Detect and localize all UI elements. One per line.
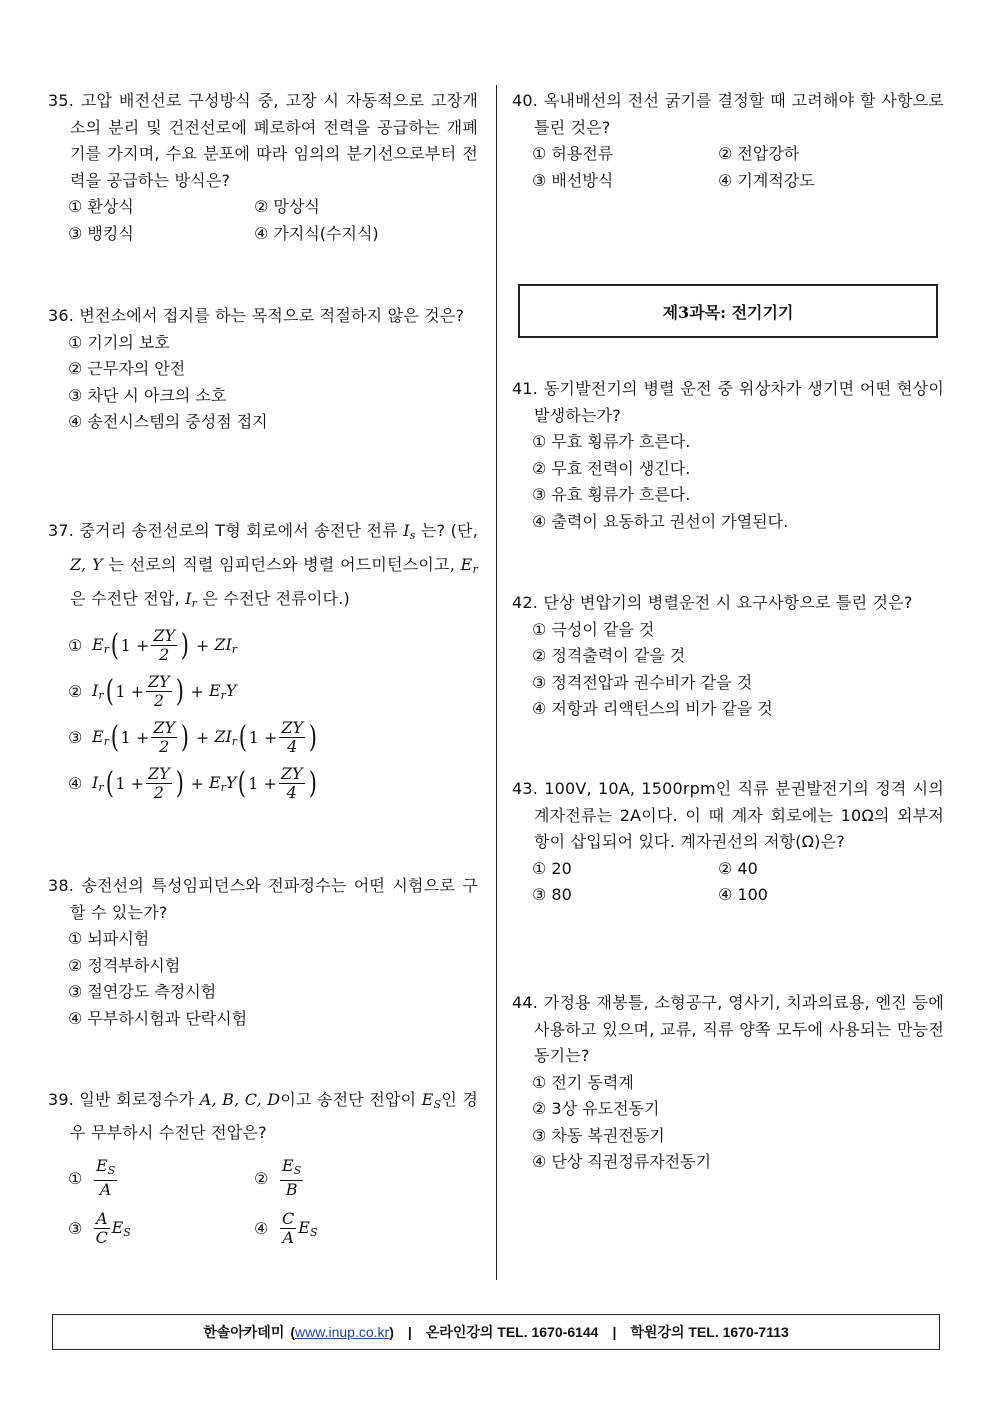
option[interactable]: ③ $\frac{A}{C}$ $E_S$ — [68, 1208, 131, 1247]
option[interactable]: ④ 출력이 요동하고 권선이 가열된다. — [532, 511, 789, 531]
question-40-stem: 40. 옥내배선의 전선 굵기를 결정할 때 고려해야 할 사항으로 틀린 것은? — [512, 91, 944, 137]
separator: | — [407, 1324, 412, 1340]
option-number: ③ — [68, 727, 83, 747]
option[interactable]: ② $I_r$ ( 1 + $\frac{ZY}{2}$ ) + $E_rY$ — [68, 671, 237, 710]
option[interactable]: ① 극성이 같을 것 — [532, 619, 655, 639]
option[interactable]: ② 무효 전력이 생긴다. — [532, 458, 691, 478]
option[interactable]: ② 근무자의 안전 — [68, 359, 186, 378]
question-35 — [48, 88, 478, 247]
question-37-options — [48, 622, 478, 806]
math-ABCD: A, B, C, D — [199, 1090, 281, 1109]
question-38-options — [48, 926, 478, 1032]
math-Er: $E_r$ — [460, 555, 478, 576]
option[interactable]: ① 기기의 보호 — [68, 332, 170, 352]
option-number: ① — [68, 1168, 83, 1188]
option[interactable]: ① 환상식 — [68, 197, 134, 216]
math-Ir: $I_r$ — [185, 589, 198, 610]
option[interactable]: ① 허용전류 — [532, 144, 614, 163]
math-Z-Y: Z, Y — [70, 555, 103, 574]
question-43-options — [512, 856, 944, 909]
question-44-stem: 44. 가정용 재봉틀, 소형공구, 영사기, 치과의료용, 엔진 등에 사용하고 있으며, 교류, 직류 양쪽 모두에 사용되는 만능전동기는? — [512, 993, 944, 1065]
question-36-stem: 36. 변전소에서 접지를 하는 목적으로 적절하지 않은 것은? — [48, 306, 465, 325]
option[interactable]: ③ 차동 복권전동기 — [532, 1125, 665, 1145]
question-39-options — [48, 1153, 478, 1253]
academy-name: 한솔아카데미 — [203, 1324, 285, 1340]
option[interactable]: ④ 저항과 리액턴스의 비가 같을 것 — [532, 699, 773, 718]
option[interactable]: ③ 절연강도 측정시험 — [68, 982, 217, 1001]
website-link[interactable]: www.inup.co.kr — [295, 1324, 390, 1340]
stem-text: 은 수전단 전압, — [70, 589, 180, 608]
offline-phone: 학원강의 TEL. 1670-7113 — [630, 1324, 789, 1340]
option[interactable]: ④ 가지식(수지식) — [254, 223, 379, 243]
question-36-options — [48, 330, 478, 436]
option[interactable]: ③ 뱅킹식 — [68, 223, 134, 243]
option[interactable]: ④ 단상 직권정류자전동기 — [532, 1152, 712, 1171]
section-title: 제3과목: 전기기기 — [662, 302, 794, 322]
stem-text: 37. 중거리 송전선로의 T형 회로에서 송전단 전류 — [48, 521, 398, 540]
option-number: ① — [68, 635, 83, 655]
question-42-options — [512, 617, 944, 723]
question-36 — [48, 303, 478, 436]
option[interactable]: ③ 정격전압과 권수비가 같을 것 — [532, 672, 753, 692]
math-Es: $E_S$ — [421, 1090, 442, 1111]
question-37-stem — [48, 516, 478, 618]
question-38-stem: 38. 송전선의 특성임피던스와 전파정수는 어떤 시험으로 구할 수 있는가? — [48, 876, 478, 922]
option-number: ③ — [68, 1218, 83, 1238]
option[interactable]: ③ 80 — [532, 885, 572, 904]
separator: | — [612, 1324, 617, 1340]
online-phone: 온라인강의 TEL. 1670-6144 — [425, 1324, 599, 1340]
question-43-stem: 43. 100V, 10A, 1500rpm인 직류 분권발전기의 정격 시의 계자전류는 2A이다. 이 때 계자 회로에는 10Ω의 외부저항이 삽입되어 있다. 계자권선의 저항(Ω)은? — [512, 779, 944, 851]
option[interactable]: ① 전기 동력계 — [532, 1072, 634, 1092]
question-35-options — [48, 194, 478, 247]
option[interactable]: ④ 송전시스템의 중성점 접지 — [68, 412, 268, 431]
footer: 한솔아카데미 (www.inup.co.kr) | 온라인강의 TEL. 1670-6144 | 학원강의 TEL. 1670-7113 — [52, 1314, 940, 1350]
option[interactable]: ② 전압강하 — [718, 144, 800, 163]
question-40 — [512, 88, 944, 194]
question-40-options — [512, 141, 944, 194]
option-number: ④ — [254, 1218, 269, 1238]
option-number: ② — [68, 681, 83, 701]
option[interactable]: ① 20 — [532, 858, 572, 878]
question-42-stem: 42. 단상 변압기의 병렬운전 시 요구사항으로 틀린 것은? — [512, 593, 913, 612]
question-41-stem: 41. 동기발전기의 병렬 운전 중 위상차가 생기면 어떤 현상이 발생하는가? — [512, 379, 944, 425]
option-number: ② — [254, 1168, 269, 1188]
stem-text: 이고 송전단 전압이 — [280, 1090, 417, 1109]
question-37 — [48, 516, 478, 806]
stem-text: 는 선로의 직렬 임피던스와 병렬 어드미턴스이고, — [108, 555, 455, 574]
option-number: ④ — [68, 773, 83, 793]
section-title-box — [518, 284, 938, 338]
math-Is: $I_s$ — [403, 521, 416, 542]
option[interactable]: ① 뇌파시험 — [68, 929, 150, 948]
stem-text: 은 수전단 전류이다.) — [202, 589, 350, 608]
stem-text: 39. 일반 회로정수가 — [48, 1090, 195, 1109]
option[interactable]: ④ 무부하시험과 단락시험 — [68, 1008, 248, 1028]
option[interactable]: ② 망상식 — [254, 197, 320, 216]
column-divider — [496, 85, 497, 1280]
option[interactable]: ② 40 — [718, 858, 758, 878]
question-41-options — [512, 429, 944, 535]
option[interactable]: ① $\frac{E_S}{A}$ — [68, 1156, 116, 1199]
question-42 — [512, 590, 944, 723]
question-44 — [512, 990, 944, 1176]
option[interactable]: ③ 차단 시 아크의 소호 — [68, 385, 227, 405]
option[interactable]: ② 3상 유도전동기 — [532, 1099, 660, 1118]
option[interactable]: ② 정격부하시험 — [68, 955, 181, 975]
option[interactable]: ① $E_r$ ( 1 + $\frac{ZY}{2}$ ) + $ZI_r$ — [68, 625, 238, 664]
question-44-options — [512, 1070, 944, 1176]
option[interactable]: ② $\frac{E_S}{B}$ — [254, 1156, 302, 1199]
option[interactable]: ④ $I_r$ ( 1 + $\frac{ZY}{2}$ ) + $E_rY$ ( 1 + $\frac{ZY}{4}$ ) — [68, 763, 317, 802]
option[interactable]: ④ 100 — [718, 885, 768, 904]
option[interactable]: ② 정격출력이 같을 것 — [532, 646, 686, 665]
option[interactable]: ③ 배선방식 — [532, 170, 614, 190]
question-43 — [512, 776, 944, 909]
question-41 — [512, 376, 944, 535]
question-39 — [48, 1086, 478, 1253]
option[interactable]: ③ $E_r$ ( 1 + $\frac{ZY}{2}$ ) + $ZI_r$ ( 1 + $\frac{ZY}{4}$ ) — [68, 717, 318, 756]
option[interactable]: ③ 유효 횡류가 흐른다. — [532, 485, 691, 504]
question-39-stem — [48, 1086, 478, 1147]
stem-text: 인 경우 무부하시 수전단 전압은? — [70, 1090, 478, 1142]
stem-text: 는? (단, — [420, 521, 478, 540]
question-38 — [48, 873, 478, 1032]
question-35-stem: 35. 고압 배전선로 구성방식 중, 고장 시 자동적으로 고장개소의 분리 및 건전선로에 폐로하여 전력을 공급하는 개폐기를 가지며, 수요 분포에 따라 임의의 분기선으로부터 전력을 공급하는 방식은? — [48, 91, 478, 190]
option[interactable]: ④ $\frac{C}{A}$ $E_S$ — [254, 1208, 318, 1247]
option[interactable]: ④ 기계적강도 — [718, 170, 815, 190]
option[interactable]: ① 무효 횡류가 흐른다. — [532, 432, 691, 451]
